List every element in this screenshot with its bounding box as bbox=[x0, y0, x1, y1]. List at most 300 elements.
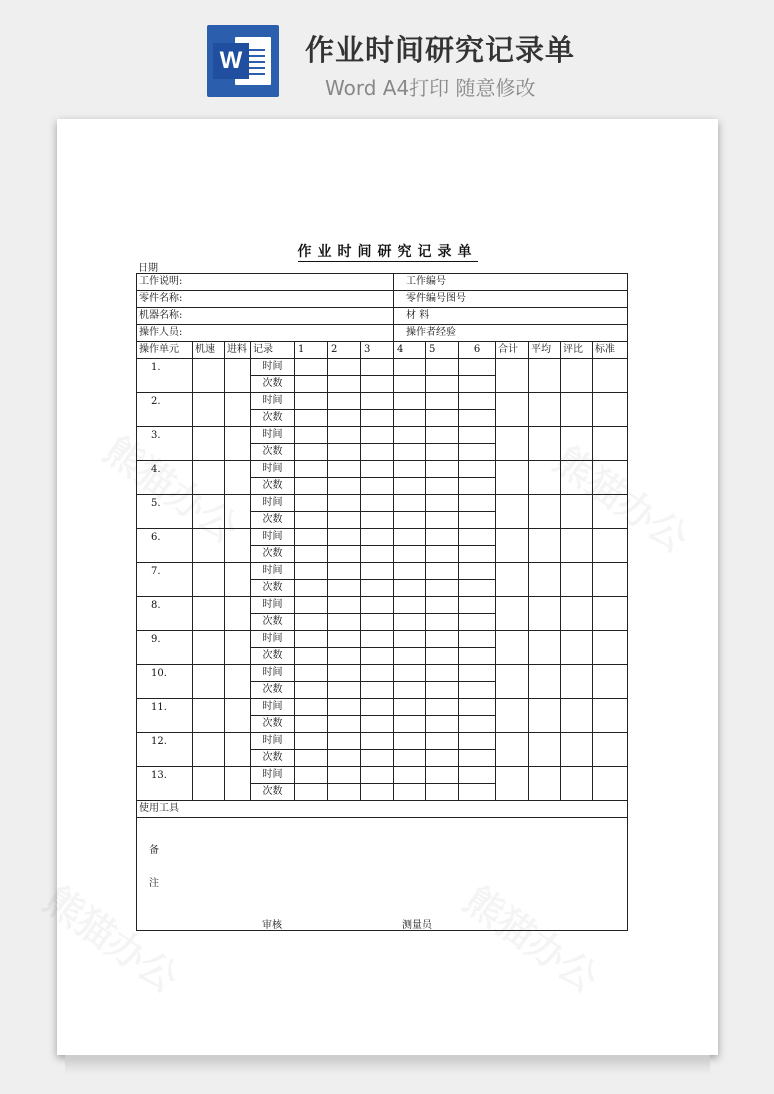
reading-cell bbox=[295, 359, 328, 376]
summary-cell bbox=[529, 597, 561, 631]
reading-cell bbox=[295, 699, 328, 716]
reading-cell bbox=[459, 461, 496, 478]
reading-cell bbox=[361, 478, 394, 495]
reading-cell bbox=[328, 410, 361, 427]
record-label-count: 次数 bbox=[251, 376, 295, 393]
summary-cell bbox=[529, 665, 561, 699]
reading-cell bbox=[394, 597, 426, 614]
reading-cell bbox=[295, 767, 328, 784]
reading-cell bbox=[426, 648, 459, 665]
reading-cell bbox=[328, 665, 361, 682]
summary-cell bbox=[529, 767, 561, 801]
reading-cell bbox=[328, 648, 361, 665]
reading-cell bbox=[459, 529, 496, 546]
reading-cell bbox=[361, 784, 394, 801]
reading-cell bbox=[459, 733, 496, 750]
reading-cell bbox=[459, 376, 496, 393]
reading-cell bbox=[361, 614, 394, 631]
record-label-time: 时间 bbox=[251, 767, 295, 784]
reading-cell bbox=[361, 461, 394, 478]
reading-cell bbox=[328, 359, 361, 376]
summary-cell bbox=[593, 563, 628, 597]
reading-cell bbox=[459, 682, 496, 699]
unit-number: 7. bbox=[137, 563, 193, 597]
speed-cell bbox=[193, 733, 225, 767]
reading-cell bbox=[361, 444, 394, 461]
unit-number: 8. bbox=[137, 597, 193, 631]
reading-cell bbox=[361, 376, 394, 393]
reading-cell bbox=[426, 410, 459, 427]
reading-cell bbox=[328, 580, 361, 597]
reading-cell bbox=[328, 716, 361, 733]
unit-number: 12. bbox=[137, 733, 193, 767]
reading-cell bbox=[394, 461, 426, 478]
record-label-time: 时间 bbox=[251, 665, 295, 682]
reading-cell bbox=[459, 444, 496, 461]
record-label-count: 次数 bbox=[251, 580, 295, 597]
record-label-time: 时间 bbox=[251, 699, 295, 716]
feed-cell bbox=[225, 495, 251, 529]
reading-cell bbox=[328, 427, 361, 444]
reading-cell bbox=[459, 580, 496, 597]
reading-cell bbox=[361, 410, 394, 427]
reading-cell bbox=[328, 699, 361, 716]
reading-cell bbox=[295, 529, 328, 546]
unit-number: 11. bbox=[137, 699, 193, 733]
reading-cell bbox=[394, 648, 426, 665]
remarks-cell bbox=[137, 818, 628, 931]
speed-cell bbox=[193, 495, 225, 529]
reading-cell bbox=[328, 597, 361, 614]
record-label-count: 次数 bbox=[251, 444, 295, 461]
remarks-label-1: 备 bbox=[149, 845, 159, 856]
reading-cell bbox=[426, 614, 459, 631]
reading-cell bbox=[328, 529, 361, 546]
reading-cell bbox=[459, 563, 496, 580]
reading-cell bbox=[394, 478, 426, 495]
column-header: 进料 bbox=[225, 342, 251, 359]
speed-cell bbox=[193, 631, 225, 665]
summary-cell bbox=[529, 359, 561, 393]
reading-cell bbox=[361, 427, 394, 444]
date-label: 日期 bbox=[138, 263, 158, 274]
column-header: 2 bbox=[328, 342, 361, 359]
reading-cell bbox=[295, 478, 328, 495]
summary-cell bbox=[496, 495, 529, 529]
reading-cell bbox=[328, 767, 361, 784]
reading-cell bbox=[426, 461, 459, 478]
unit-number: 9. bbox=[137, 631, 193, 665]
summary-cell bbox=[561, 767, 593, 801]
record-label-time: 时间 bbox=[251, 427, 295, 444]
speed-cell bbox=[193, 665, 225, 699]
reading-cell bbox=[328, 784, 361, 801]
summary-cell bbox=[496, 631, 529, 665]
reading-cell bbox=[361, 393, 394, 410]
reading-cell bbox=[295, 512, 328, 529]
summary-cell bbox=[561, 665, 593, 699]
reading-cell bbox=[361, 699, 394, 716]
reading-cell bbox=[295, 597, 328, 614]
surveyor-label: 测量员 bbox=[402, 920, 432, 931]
column-header: 4 bbox=[394, 342, 426, 359]
reading-cell bbox=[328, 376, 361, 393]
reading-cell bbox=[394, 376, 426, 393]
summary-cell bbox=[496, 665, 529, 699]
column-header: 合计 bbox=[496, 342, 529, 359]
record-label-count: 次数 bbox=[251, 648, 295, 665]
reading-cell bbox=[295, 631, 328, 648]
reading-cell bbox=[295, 461, 328, 478]
feed-cell bbox=[225, 359, 251, 393]
reading-cell bbox=[361, 665, 394, 682]
info-cell-right: 材 料 bbox=[394, 308, 628, 325]
remarks-label-2: 注 bbox=[149, 878, 159, 889]
reading-cell bbox=[426, 478, 459, 495]
summary-cell bbox=[529, 631, 561, 665]
reading-cell bbox=[394, 529, 426, 546]
reading-cell bbox=[426, 495, 459, 512]
reading-cell bbox=[394, 784, 426, 801]
reading-cell bbox=[361, 359, 394, 376]
study-record-table bbox=[136, 273, 628, 931]
speed-cell bbox=[193, 597, 225, 631]
reading-cell bbox=[295, 410, 328, 427]
reading-cell bbox=[459, 614, 496, 631]
summary-cell bbox=[496, 427, 529, 461]
reading-cell bbox=[361, 529, 394, 546]
info-cell-right: 工作编号 bbox=[394, 274, 628, 291]
summary-cell bbox=[496, 393, 529, 427]
summary-cell bbox=[593, 631, 628, 665]
reading-cell bbox=[459, 665, 496, 682]
reading-cell bbox=[459, 716, 496, 733]
info-cell-left: 机器名称: bbox=[137, 308, 394, 325]
speed-cell bbox=[193, 359, 225, 393]
reading-cell bbox=[394, 733, 426, 750]
speed-cell bbox=[193, 427, 225, 461]
summary-cell bbox=[529, 699, 561, 733]
reading-cell bbox=[459, 750, 496, 767]
summary-cell bbox=[593, 767, 628, 801]
reading-cell bbox=[295, 665, 328, 682]
reading-cell bbox=[328, 546, 361, 563]
banner-subtitle: Word A4打印 随意修改 bbox=[325, 76, 536, 100]
reading-cell bbox=[459, 393, 496, 410]
record-label-time: 时间 bbox=[251, 461, 295, 478]
reading-cell bbox=[426, 376, 459, 393]
feed-cell bbox=[225, 393, 251, 427]
summary-cell bbox=[529, 461, 561, 495]
summary-cell bbox=[496, 563, 529, 597]
record-label-time: 时间 bbox=[251, 631, 295, 648]
reading-cell bbox=[295, 427, 328, 444]
summary-cell bbox=[496, 461, 529, 495]
reading-cell bbox=[459, 597, 496, 614]
reading-cell bbox=[295, 716, 328, 733]
summary-cell bbox=[561, 461, 593, 495]
reading-cell bbox=[295, 495, 328, 512]
reading-cell bbox=[394, 427, 426, 444]
reading-cell bbox=[459, 410, 496, 427]
record-label-count: 次数 bbox=[251, 546, 295, 563]
reading-cell bbox=[295, 563, 328, 580]
summary-cell bbox=[593, 733, 628, 767]
reading-cell bbox=[459, 546, 496, 563]
reading-cell bbox=[295, 393, 328, 410]
reading-cell bbox=[459, 359, 496, 376]
record-label-time: 时间 bbox=[251, 495, 295, 512]
reading-cell bbox=[459, 648, 496, 665]
summary-cell bbox=[496, 733, 529, 767]
summary-cell bbox=[593, 699, 628, 733]
column-header: 5 bbox=[426, 342, 459, 359]
reading-cell bbox=[394, 512, 426, 529]
record-label-count: 次数 bbox=[251, 512, 295, 529]
reading-cell bbox=[394, 393, 426, 410]
reading-cell bbox=[361, 767, 394, 784]
reading-cell bbox=[328, 393, 361, 410]
summary-cell bbox=[496, 529, 529, 563]
summary-cell bbox=[561, 631, 593, 665]
word-letter-icon: W bbox=[213, 43, 249, 79]
reading-cell bbox=[361, 563, 394, 580]
reading-cell bbox=[361, 597, 394, 614]
record-label-time: 时间 bbox=[251, 597, 295, 614]
column-header: 操作单元 bbox=[137, 342, 193, 359]
reading-cell bbox=[328, 461, 361, 478]
reading-cell bbox=[394, 444, 426, 461]
reading-cell bbox=[361, 495, 394, 512]
reading-cell bbox=[426, 784, 459, 801]
feed-cell bbox=[225, 767, 251, 801]
reading-cell bbox=[394, 495, 426, 512]
reading-cell bbox=[426, 631, 459, 648]
record-label-count: 次数 bbox=[251, 750, 295, 767]
reading-cell bbox=[394, 580, 426, 597]
info-cell-right: 操作者经验 bbox=[394, 325, 628, 342]
info-cell-left: 零件名称: bbox=[137, 291, 394, 308]
reading-cell bbox=[394, 546, 426, 563]
reading-cell bbox=[394, 614, 426, 631]
reading-cell bbox=[394, 767, 426, 784]
reading-cell bbox=[361, 512, 394, 529]
reading-cell bbox=[426, 733, 459, 750]
unit-number: 2. bbox=[137, 393, 193, 427]
speed-cell bbox=[193, 529, 225, 563]
reading-cell bbox=[328, 512, 361, 529]
reading-cell bbox=[426, 597, 459, 614]
summary-cell bbox=[561, 529, 593, 563]
reading-cell bbox=[328, 478, 361, 495]
word-app-icon bbox=[207, 25, 279, 97]
feed-cell bbox=[225, 427, 251, 461]
reading-cell bbox=[361, 682, 394, 699]
feed-cell bbox=[225, 733, 251, 767]
reading-cell bbox=[426, 665, 459, 682]
reading-cell bbox=[426, 393, 459, 410]
summary-cell bbox=[529, 495, 561, 529]
page-shadow bbox=[65, 1055, 710, 1075]
record-label-count: 次数 bbox=[251, 478, 295, 495]
column-header: 3 bbox=[361, 342, 394, 359]
reading-cell bbox=[459, 478, 496, 495]
speed-cell bbox=[193, 699, 225, 733]
reading-cell bbox=[426, 563, 459, 580]
summary-cell bbox=[561, 563, 593, 597]
reading-cell bbox=[295, 614, 328, 631]
summary-cell bbox=[593, 427, 628, 461]
reading-cell bbox=[459, 699, 496, 716]
record-label-count: 次数 bbox=[251, 410, 295, 427]
reading-cell bbox=[328, 733, 361, 750]
reading-cell bbox=[394, 750, 426, 767]
summary-cell bbox=[561, 597, 593, 631]
column-header: 机速 bbox=[193, 342, 225, 359]
feed-cell bbox=[225, 699, 251, 733]
reading-cell bbox=[459, 495, 496, 512]
reading-cell bbox=[394, 410, 426, 427]
unit-number: 3. bbox=[137, 427, 193, 461]
record-label-time: 时间 bbox=[251, 733, 295, 750]
reading-cell bbox=[394, 682, 426, 699]
feed-cell bbox=[225, 665, 251, 699]
summary-cell bbox=[496, 597, 529, 631]
reading-cell bbox=[361, 546, 394, 563]
unit-number: 10. bbox=[137, 665, 193, 699]
summary-cell bbox=[529, 393, 561, 427]
reading-cell bbox=[295, 682, 328, 699]
reading-cell bbox=[394, 699, 426, 716]
column-header: 1 bbox=[295, 342, 328, 359]
reading-cell bbox=[394, 563, 426, 580]
summary-cell bbox=[593, 597, 628, 631]
column-header: 记录 bbox=[251, 342, 295, 359]
record-label-count: 次数 bbox=[251, 614, 295, 631]
summary-cell bbox=[593, 495, 628, 529]
summary-cell bbox=[593, 359, 628, 393]
unit-number: 13. bbox=[137, 767, 193, 801]
unit-number: 5. bbox=[137, 495, 193, 529]
record-label-count: 次数 bbox=[251, 716, 295, 733]
reading-cell bbox=[426, 580, 459, 597]
summary-cell bbox=[593, 393, 628, 427]
record-label-time: 时间 bbox=[251, 529, 295, 546]
column-header: 平均 bbox=[529, 342, 561, 359]
column-header: 6 bbox=[459, 342, 496, 359]
summary-cell bbox=[561, 733, 593, 767]
column-header: 标准 bbox=[593, 342, 628, 359]
reading-cell bbox=[328, 614, 361, 631]
reading-cell bbox=[426, 444, 459, 461]
reading-cell bbox=[361, 733, 394, 750]
reading-cell bbox=[295, 784, 328, 801]
reading-cell bbox=[426, 546, 459, 563]
feed-cell bbox=[225, 563, 251, 597]
speed-cell bbox=[193, 563, 225, 597]
reading-cell bbox=[426, 682, 459, 699]
reading-cell bbox=[295, 376, 328, 393]
reading-cell bbox=[295, 580, 328, 597]
banner-title: 作业时间研究记录单 bbox=[305, 33, 576, 67]
document-title: 作业时间研究记录单 bbox=[297, 244, 478, 260]
record-label-count: 次数 bbox=[251, 682, 295, 699]
tools-label: 使用工具 bbox=[137, 801, 628, 818]
record-label-time: 时间 bbox=[251, 393, 295, 410]
summary-cell bbox=[529, 563, 561, 597]
reading-cell bbox=[361, 631, 394, 648]
summary-cell bbox=[593, 461, 628, 495]
column-header: 评比 bbox=[561, 342, 593, 359]
feed-cell bbox=[225, 631, 251, 665]
reading-cell bbox=[295, 750, 328, 767]
summary-cell bbox=[561, 495, 593, 529]
reading-cell bbox=[426, 767, 459, 784]
speed-cell bbox=[193, 767, 225, 801]
reading-cell bbox=[394, 665, 426, 682]
summary-cell bbox=[529, 733, 561, 767]
speed-cell bbox=[193, 461, 225, 495]
review-label: 审核 bbox=[262, 920, 282, 931]
reading-cell bbox=[459, 512, 496, 529]
reading-cell bbox=[361, 716, 394, 733]
reading-cell bbox=[459, 631, 496, 648]
reading-cell bbox=[361, 648, 394, 665]
summary-cell bbox=[529, 529, 561, 563]
info-cell-right: 零件编号图号 bbox=[394, 291, 628, 308]
reading-cell bbox=[459, 784, 496, 801]
summary-cell bbox=[593, 529, 628, 563]
summary-cell bbox=[561, 359, 593, 393]
summary-cell bbox=[593, 665, 628, 699]
summary-cell bbox=[496, 699, 529, 733]
reading-cell bbox=[459, 427, 496, 444]
reading-cell bbox=[295, 648, 328, 665]
reading-cell bbox=[459, 767, 496, 784]
unit-number: 1. bbox=[137, 359, 193, 393]
unit-number: 6. bbox=[137, 529, 193, 563]
reading-cell bbox=[426, 427, 459, 444]
feed-cell bbox=[225, 529, 251, 563]
record-label-count: 次数 bbox=[251, 784, 295, 801]
reading-cell bbox=[426, 750, 459, 767]
record-label-time: 时间 bbox=[251, 563, 295, 580]
reading-cell bbox=[426, 699, 459, 716]
feed-cell bbox=[225, 461, 251, 495]
reading-cell bbox=[328, 750, 361, 767]
reading-cell bbox=[394, 359, 426, 376]
reading-cell bbox=[295, 733, 328, 750]
reading-cell bbox=[295, 546, 328, 563]
reading-cell bbox=[361, 750, 394, 767]
reading-cell bbox=[328, 563, 361, 580]
feed-cell bbox=[225, 597, 251, 631]
summary-cell bbox=[496, 359, 529, 393]
reading-cell bbox=[426, 529, 459, 546]
reading-cell bbox=[328, 682, 361, 699]
info-cell-left: 操作人员: bbox=[137, 325, 394, 342]
document-page bbox=[57, 119, 718, 1055]
reading-cell bbox=[328, 631, 361, 648]
reading-cell bbox=[426, 359, 459, 376]
reading-cell bbox=[328, 444, 361, 461]
reading-cell bbox=[328, 495, 361, 512]
summary-cell bbox=[561, 427, 593, 461]
summary-cell bbox=[561, 393, 593, 427]
reading-cell bbox=[394, 716, 426, 733]
speed-cell bbox=[193, 393, 225, 427]
reading-cell bbox=[426, 716, 459, 733]
